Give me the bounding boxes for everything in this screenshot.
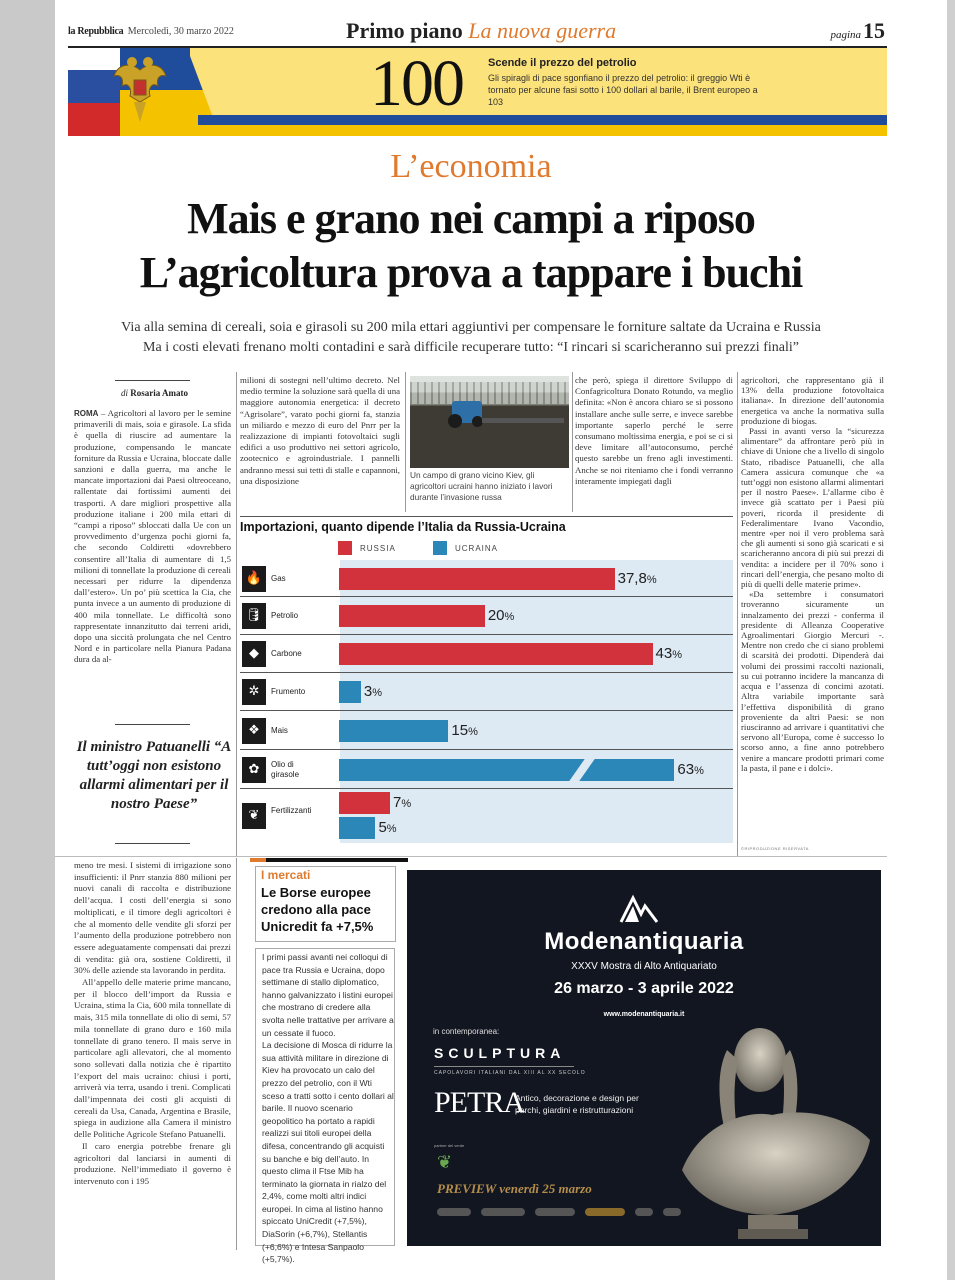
ad-sculptura-sub: CAPOLAVORI ITALIANI DAL XIII AL XX SECOLO — [434, 1070, 586, 1076]
ad-sponsor-logos — [437, 1205, 697, 1219]
ad-preview: PREVIEW venerdì 25 marzo — [437, 1181, 592, 1196]
category-label: Petrolio — [271, 611, 299, 620]
ad-petra-logo: PETRA — [434, 1086, 525, 1119]
issue-date: Mercoledì, 30 marzo 2022 — [127, 26, 234, 37]
bar-value: 7 — [393, 794, 402, 811]
category-label: Frumento — [271, 687, 306, 696]
page-label: pagina — [830, 29, 861, 41]
standfirst-line-2: Ma i costi elevati frenano molti contadini e sarà difficile recuperare tutto: “I rincari si scaricheranno sui prezzi finali” — [143, 340, 799, 355]
coal-icon: ◆ — [242, 641, 266, 667]
category-label: Mais — [271, 725, 288, 735]
oil-price-banner — [68, 48, 888, 136]
ad-url[interactable]: www.modenantiquaria.it — [603, 1011, 685, 1018]
standfirst-line-1: Via alla semina di cereali, soia e girasoli su 200 mila ettari aggiuntivi per compensare le forniture saltate da Ucraina e Russia — [121, 320, 821, 335]
bar-petrolio-russia — [339, 605, 485, 627]
bar-fertilizzanti-ucraina — [339, 817, 375, 839]
bar-carbone-russia — [339, 643, 653, 665]
article-column-3 — [575, 375, 733, 513]
bar-value: 5 — [378, 819, 387, 836]
section-name: Primo piano — [346, 18, 463, 43]
gas-flame-icon: 🔥 — [242, 566, 266, 592]
article-column-4 — [741, 375, 884, 773]
page-edge-shadow — [947, 0, 955, 1280]
banner-title: Scende il prezzo del petrolio — [488, 57, 637, 69]
wheat-icon: ✲ — [242, 679, 266, 705]
legend-ukraine — [433, 541, 498, 555]
percent-sign: % — [468, 725, 478, 738]
bar-value: 15 — [451, 721, 469, 739]
headline-line-2: L’agricoltura prova a tappare i buchi — [139, 248, 803, 297]
newspaper-page — [55, 0, 887, 1280]
banner-number: 100 — [370, 48, 463, 120]
mercati-p2: La decisione di Mosca di ridurre la sua attività militare in direzione di Kiev ha provocato un calo del prezzo del petrolio, con il Wti sceso a tratti sotto i cento dollari al barile. Il nuovo scenario geopolitico ha portato a rapidi realizzi sui titoli europei della difesa, concentrando gli acquisti su banche e big dell’auto. In questo clima il Ftse Mib ha terminato la giornata in rialzo del 2,4%, come molti altri indici europei. In cima al listino hanno spiccato UniCredit (+7,5%), DiaSorin (+6,7%), Stellantis (+6,6%) e Intesa Sanpaolo (+5,7%). — [262, 1040, 394, 1265]
category-label: Gas — [271, 573, 286, 583]
byline — [77, 388, 232, 398]
bar-gas-russia — [339, 568, 615, 590]
legend-swatch-russia — [338, 541, 352, 555]
pull-quote: Il ministro Patuanelli “A tutt’oggi non esistono allarmi alimentari per il nostro Paese” — [76, 739, 232, 812]
article-column-2 — [240, 375, 400, 513]
percent-sign: % — [646, 573, 657, 586]
photo-tractor-field — [410, 376, 569, 468]
oil-barrel-icon: 🛢 — [242, 603, 266, 629]
byline-author: Rosaria Amato — [130, 388, 188, 398]
ad-subtitle: XXXV Mostra di Alto Antiquariato — [571, 961, 717, 972]
dateline: ROMA — [74, 409, 99, 418]
row-divider — [240, 634, 733, 635]
bar-value-label — [393, 794, 411, 811]
bar-value-label — [618, 570, 657, 587]
col4-p3: «Da settembre i consumatori troveranno sicuramente un innalzamento dei prezzi - conferma il presidente di Alleanza Cooperative Agroalimentari Giorgio Mercuri -. Mentre non credo che ci siano problemi di scarsità dei prodotti. Dipenderà dai volumi dei prossimi raccolti nazionali, su cui potranno incidere la mancanza di acqua e l’assenza di concimi azotati. Altra variabile importante sarà l’effettiva disponibilità di grano proveniente da altri Paesi: se non riusciranno ad arrivare i quantitativi che servono all’Europa, come è successo lo scorso anno, a fine anno potrebbero venire a mancare prodotti primari come la pasta, il pane e i dolci». — [741, 589, 884, 773]
ad-sculptura: SCULPTURA — [434, 1045, 566, 1061]
row-divider — [240, 596, 733, 597]
ad-contemporanea: in contemporanea: — [433, 1027, 500, 1036]
double-headed-eagle-icon — [110, 52, 170, 128]
legend-label-ukraine: UCRAINA — [455, 543, 499, 553]
percent-sign: % — [386, 823, 397, 835]
masthead — [68, 18, 888, 44]
col1-text: – Agricoltori al lavoro per le semine primaverili di mais, soia e girasole. La sfida è quella di riuscire ad aumentare la produzione, compensando le mancate forniture da Russia e Ucraina, bloccate dalle sanzioni e dalla guerra, ma anche le mancate importazioni dai Paesi oltreoceano, rallentate dai fortissimi aumenti dei trasporti. A dare migliori prospettive alla produzione italiane i 200 mila ettari di “campi a riposo” sbloccati dalla Ue con un provvedimento d’urgenza pochi giorni fa, che secondo Coldiretti «dovrebbero consentire all’Italia di aumentare di 1,5 milioni di tonnellate la produzione di cereali necessari per ridurre la dipendenza dall’estero». Un po’ più scettica la Cia, che punta invece a un aumento di produzione di 400 mila tonnellate. Le difficoltà sono rappresentate innanzitutto dai terreni aridi, dopo una siccità prolungata che nel Centro Nord e in particolare nella Pianura Padana dura da al- — [74, 408, 231, 665]
section-title — [346, 18, 616, 44]
sponsor-logo — [535, 1208, 575, 1216]
headline-line-1: Mais e grano nei campi a riposo — [187, 194, 755, 243]
sunflower-icon: ✿ — [242, 757, 266, 783]
percent-sign: % — [401, 798, 412, 810]
standfirst — [55, 318, 887, 358]
bar-olio-di-girasole-ucraina — [339, 759, 674, 781]
legend-label-russia: RUSSIA — [360, 543, 396, 553]
bar-value: 43 — [655, 645, 673, 662]
bar-value-label — [488, 607, 514, 624]
sponsor-logo — [481, 1208, 525, 1216]
bar-fertilizzanti-russia — [339, 792, 390, 814]
category-label: Olio di girasole — [271, 759, 300, 779]
bar-value-label — [364, 683, 382, 700]
article-column-1 — [74, 408, 231, 718]
masthead-left — [68, 26, 234, 37]
row-divider — [240, 672, 733, 673]
mercati-headline: Le Borse europee credono alla pace Unicredit fa +7,5% — [261, 885, 374, 934]
col2-text: milioni di sostegni nell’ultimo decreto. Nel medio termine la soluzione sarà quella di una maggiore autonomia energetica: il decreto “Agrisolare”, varato pochi giorni fa, stanzia un miliardo e mezzo di euro del Pnrr per la realizzazione di impianti fotovoltaici sugli edifici a uso produttivo nei settori agricolo, zootecnico e agroindustriale. I pannelli andranno messi sui tetti di stalle e capannoni, una disposizione — [240, 375, 400, 486]
col1b-p3: Il caro energia potrebbe frenare gli agricoltori dal lanciarsi in aumenti di produzione. Nell’immediato il governo è intervenuto con i 195 — [74, 1140, 231, 1186]
sponsor-logo — [437, 1208, 471, 1216]
bar-frumento-ucraina — [339, 681, 361, 703]
bar-value-label — [451, 722, 477, 739]
chart-title: Importazioni, quanto dipende l’Italia da Russia-Ucraina — [240, 520, 566, 534]
legend-russia — [338, 541, 396, 555]
paper-name: la Repubblica — [68, 26, 124, 37]
category-label: Fertilizzanti — [271, 806, 312, 815]
col1b-p1: meno tre mesi. I sistemi di irrigazione sono insufficienti: il Pnrr stanzia 880 milioni per nuovi canali di raccolta e distribuzione dell’acqua. I costi dell’energia si sono moltiplicati, e il timore degli agricoltori è che al momento delle vendite gli sforzi per l’aumento della produzione potrebbero non essere adeguatamente compensati dai prezzi di vendita: già ora, sostiene Coldiretti, il 30% delle aziende sta lavorando in perdita. — [74, 860, 231, 976]
bar-value: 37,8 — [617, 569, 647, 587]
page-number — [830, 18, 885, 44]
bar-value: 63 — [677, 760, 695, 778]
marble-bust-image — [672, 1020, 872, 1246]
bar-mais-ucraina — [339, 720, 448, 742]
col4-p2: Passi in avanti verso la “sicurezza alimentare” da affrontare però più in chiave di Unione che a livello di singolo Stato, ribadisce Patuanelli, che alla Camera assicura comunque che «a tutt’oggi non esistono allarmi alimentari per il nostro Paese». L’allarme cibo è invece già scattato per i Paesi più poveri, ricorda il presidente di Federalimentare Ivano Vacondio, mentre «per noi il vero problema sarà che gli aumenti si sono già scaricati e si scaricheranno ancora di più sui prezzi di vendita: a incidere per il 70% sono i rincari dell’energia, che pesano molto di più di quelli delle materie prime». — [741, 426, 884, 590]
col3-text: che però, spiega il direttore Sviluppo di Confagricoltura Donato Rotundo, va meglio definita: «Non è ancora chiaro se si possono installare anche sulle serre, e invece sarebbe importante saperlo perché le serre consumano moltissima energia, e poi se ci si deve limitare all’autoconsumo, perché questo sarebbe un freno agli investimenti. Anche se noi riteniamo che i fondi verranno interamente impiegati dagli — [575, 375, 733, 486]
leaf-icon: ❦ — [437, 1152, 453, 1172]
corn-icon: ❖ — [242, 718, 266, 744]
ad-petra-text: Antico, decorazione e design per parchi, giardini e ristrutturazioni — [515, 1093, 639, 1115]
bar-value-label — [378, 819, 396, 836]
banner-text: Gli spiragli di pace sgonfiano il prezzo del petrolio: il greggio Wti è tornato per alcune fasi sotto i 100 dollari al barile, il Brent europeo a 103 — [488, 73, 758, 107]
col4-p1: agricoltori, che rappresentano già il 13% della produzione fotovoltaica italiana». In direzione dell’autonomia energetica va anche la normativa sulla produzione di biogas. — [741, 375, 884, 426]
mercati-body — [255, 948, 395, 1265]
advertisement-modenantiquaria[interactable] — [407, 870, 881, 1246]
byline-prefix: di — [120, 388, 128, 398]
col1b-p2: All’appello delle materie prime mancano, per il blocco dell’import da Russia e Ucraina, stima la Cia, 600 mila tonnellate di mais, 315 mila tonnellate di olio di semi, 57 mila tonnellate di grano duro e 160 mila tonnellate di grano tenero. Il mais serve in particolare agli allevatori, che al momento sono sollevati dalla notizia che è ripartito l’export del mais ucraino: chiusi i porti, arriverà via terra, usando i treni. Complicati dall’impennata dei costi gli acquisti di cereali da Usa, Canada, Argentina e Brasile, spiega in audizione alla Camera il ministro delle Politiche Agricole Stefano Patuanelli. — [74, 977, 231, 1140]
ad-partner-label: partner del verde — [434, 1143, 465, 1148]
bar-value: 3 — [363, 683, 373, 700]
sponsor-logo — [585, 1208, 625, 1216]
mercati-kicker: I mercati — [261, 868, 311, 882]
bar-value-label — [677, 761, 703, 778]
plant-icon: ❦ — [242, 803, 266, 829]
copyright-note: ©RIPRODUZIONE RISERVATA — [741, 846, 809, 851]
percent-sign: % — [372, 687, 382, 699]
row-divider — [240, 749, 733, 750]
article-column-1-continued — [74, 860, 231, 1188]
bar-value: 20 — [487, 607, 505, 624]
ad-dates: 26 marzo - 3 aprile 2022 — [554, 980, 734, 997]
mercati-p1: I primi passi avanti nei colloqui di pace tra Russia e Ucraina, dopo settimane di stallo diplomatico, hanno galvanizzato i listini europei che mostrano di credere alla svolta nelle trattative per arrivare a un cessate il fuoco. — [262, 952, 394, 1038]
sponsor-logo — [635, 1208, 653, 1216]
category-label: Carbone — [271, 649, 302, 658]
row-divider — [240, 788, 733, 789]
percent-sign: % — [694, 764, 704, 777]
row-divider — [240, 710, 733, 711]
ad-brand: Modenantiquaria — [544, 928, 744, 955]
percent-sign: % — [504, 611, 515, 623]
legend-swatch-ukraine — [433, 541, 447, 555]
modenantiquaria-logo-icon — [619, 892, 659, 924]
mercati-rule — [250, 858, 408, 862]
headline — [55, 192, 887, 300]
section-kicker: L’economia — [390, 148, 552, 185]
section-subtitle: La nuova guerra — [468, 18, 617, 43]
bar-value-label — [656, 645, 682, 662]
page-number-value: 15 — [863, 18, 885, 43]
photo-caption: Un campo di grano vicino Kiev, gli agricoltori ucraini hanno iniziato i lavori durante l’invasione russa — [410, 470, 553, 502]
percent-sign: % — [672, 649, 682, 661]
